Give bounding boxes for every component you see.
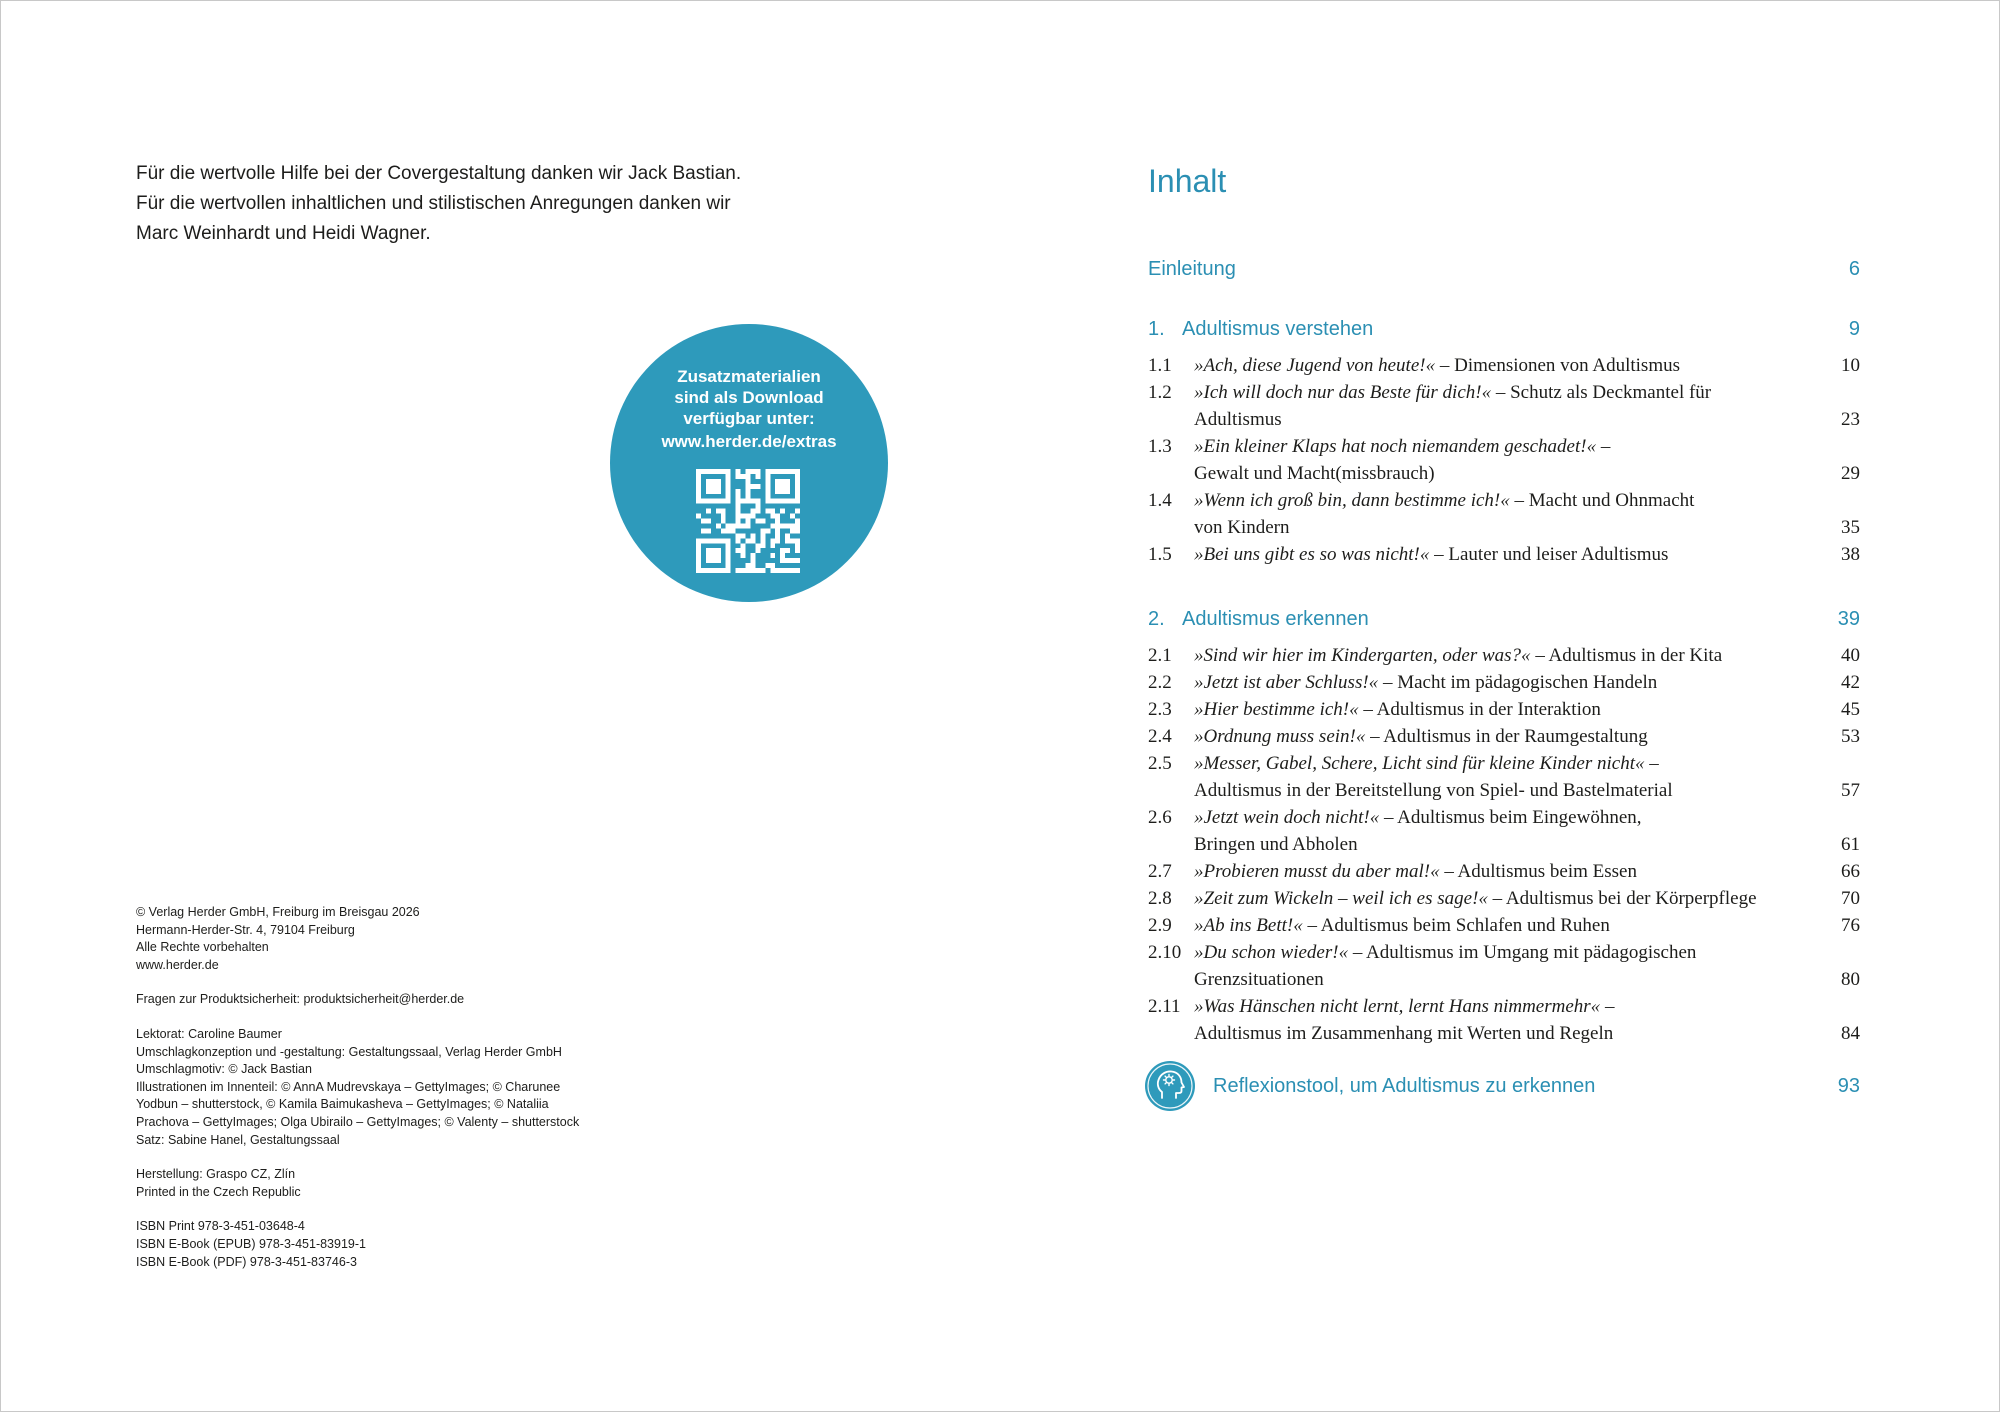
toc-heading: Inhalt xyxy=(1148,163,1227,199)
imprint-line: Fragen zur Produktsicherheit: produktsicherheit@herder.de xyxy=(136,992,465,1007)
toc-entry-quote: »Jetzt wein doch nicht!« xyxy=(1194,807,1380,828)
toc-entry-subtitle: – xyxy=(1644,753,1659,774)
toc-entry-title xyxy=(1194,750,1800,804)
toc-entry-number: 1.2 xyxy=(1148,382,1172,403)
imprint-line: Prachova – GettyImages; Olga Ubirailo – GettyImages; © Valenty – shutterstock xyxy=(136,1114,580,1129)
toc-entry-title xyxy=(1194,487,1800,541)
toc-entry-line xyxy=(1194,939,1800,966)
toc-entry[interactable] xyxy=(1148,885,1860,912)
toc-entry-page: 29 xyxy=(1841,463,1860,484)
toc-tool-page: 93 xyxy=(1837,1075,1860,1097)
toc-entry-number: 2.8 xyxy=(1148,888,1172,909)
badge-text xyxy=(610,366,888,452)
imprint-line: Alle Rechte vorbehalten xyxy=(136,940,269,955)
toc-entry-subtitle: Adultismus xyxy=(1194,409,1282,430)
toc-entry-subtitle: – Adultismus in der Kita xyxy=(1530,645,1723,666)
toc-entry-quote: »Ordnung muss sein!« xyxy=(1194,726,1366,747)
toc-entry-quote: »Ab ins Bett!« xyxy=(1194,915,1303,936)
toc-entry-number: 2.7 xyxy=(1148,861,1172,882)
table-of-contents xyxy=(1148,255,1860,1113)
toc-entry-title xyxy=(1194,642,1800,669)
imprint-line: Umschlagkonzeption und -gestaltung: Gestaltungssaal, Verlag Herder GmbH xyxy=(136,1044,562,1059)
toc-entry-number: 1.1 xyxy=(1148,355,1172,376)
toc-entry-page: 80 xyxy=(1841,969,1860,990)
toc-entry[interactable] xyxy=(1148,541,1860,568)
toc-entry[interactable] xyxy=(1148,696,1860,723)
toc-entry-page: 42 xyxy=(1841,672,1860,693)
toc-entry-number: 2.11 xyxy=(1148,996,1181,1017)
toc-entry[interactable] xyxy=(1148,858,1860,885)
toc-entry-line xyxy=(1194,541,1800,568)
toc-entry-line xyxy=(1194,804,1800,831)
imprint-line: Umschlagmotiv: © Jack Bastian xyxy=(136,1062,312,1077)
toc-reflection-tool[interactable] xyxy=(1148,1061,1860,1113)
toc-entry-quote: »Messer, Gabel, Schere, Licht sind für kleine Kinder nicht« xyxy=(1194,753,1645,774)
toc-entry-line xyxy=(1194,487,1800,514)
toc-entry-title xyxy=(1194,912,1800,939)
toc-entry-page: 76 xyxy=(1841,915,1860,936)
toc-entry-page: 10 xyxy=(1841,355,1860,376)
toc-entry-subtitle: – Adultismus beim Essen xyxy=(1439,861,1637,882)
toc-section[interactable] xyxy=(1148,605,1860,633)
toc-entry-subtitle: Adultismus im Zusammenhang mit Werten und Regeln xyxy=(1194,1023,1614,1044)
toc-entry-page: 84 xyxy=(1841,1023,1860,1044)
toc-entry-line xyxy=(1194,777,1800,804)
toc-entry-page: 38 xyxy=(1841,544,1860,565)
toc-entry-line xyxy=(1194,858,1800,885)
badge-line: Zusatzmaterialien xyxy=(677,367,821,386)
toc-entry-line xyxy=(1194,993,1800,1020)
toc-entry-title xyxy=(1194,885,1800,912)
toc-entry-number: 1.5 xyxy=(1148,544,1172,565)
toc-entry-number: 2.3 xyxy=(1148,699,1172,720)
toc-entry-title xyxy=(1194,433,1800,487)
imprint-line: © Verlag Herder GmbH, Freiburg im Breisgau 2026 xyxy=(136,905,420,919)
toc-entry-page: 40 xyxy=(1841,645,1860,666)
toc-entry[interactable] xyxy=(1148,433,1860,487)
toc-entry[interactable] xyxy=(1148,723,1860,750)
toc-entry-title xyxy=(1194,993,1800,1047)
toc-entry-title xyxy=(1194,669,1800,696)
imprint-safety xyxy=(136,991,696,1009)
imprint-publisher xyxy=(136,904,696,974)
toc-entry-subtitle: – Schutz als Deckmantel für xyxy=(1491,382,1712,403)
toc-entry-subtitle: – Adultismus in der Raumgestaltung xyxy=(1365,726,1648,747)
toc-entry-quote: »Hier bestimme ich!« xyxy=(1194,699,1359,720)
acknowledgements xyxy=(136,159,776,249)
toc-entry-line xyxy=(1194,750,1800,777)
toc-entry-line xyxy=(1194,696,1800,723)
toc-entry-title xyxy=(1194,541,1800,568)
toc-entry[interactable] xyxy=(1148,352,1860,379)
toc-entry[interactable] xyxy=(1148,669,1860,696)
toc-entry-line xyxy=(1194,723,1800,750)
toc-section[interactable] xyxy=(1148,315,1860,343)
toc-entry-quote: »Ich will doch nur das Beste für dich!« xyxy=(1194,382,1492,403)
toc-entry[interactable] xyxy=(1148,993,1860,1047)
toc-entry-quote: »Bei uns gibt es so was nicht!« xyxy=(1194,544,1430,565)
toc-entry-line xyxy=(1194,379,1800,406)
toc-entry-line xyxy=(1194,433,1800,460)
toc-entry[interactable] xyxy=(1148,642,1860,669)
isbn-line: ISBN Print 978-3-451-03648-4 xyxy=(136,1219,305,1234)
toc-entry-page: 53 xyxy=(1841,726,1860,747)
toc-entry-subtitle: – Lauter und leiser Adultismus xyxy=(1429,544,1669,565)
toc-entry-subtitle: – xyxy=(1600,996,1615,1017)
thanks-line: Für die wertvollen inhaltlichen und stilistischen Anregungen danken wir xyxy=(136,193,731,214)
imprint-credits xyxy=(136,1026,696,1149)
toc-intro-page: 6 xyxy=(1848,258,1860,280)
toc-entry-subtitle: – Dimensionen von Adultismus xyxy=(1435,355,1681,376)
toc-entry-subtitle: Adultismus in der Bereitstellung von Spiel- und Bastelmaterial xyxy=(1194,780,1673,801)
isbn-line: ISBN E-Book (PDF) 978-3-451-83746-3 xyxy=(136,1254,357,1269)
toc-tool-title: Reflexionstool, um Adultismus zu erkennen xyxy=(1213,1075,1596,1097)
imprint-link[interactable]: www.herder.de xyxy=(136,957,219,972)
imprint-isbn xyxy=(136,1218,696,1271)
toc-entry-line xyxy=(1194,514,1800,541)
qr-code-icon[interactable] xyxy=(696,469,800,573)
toc-entry-quote: »Probieren musst du aber mal!« xyxy=(1194,861,1440,882)
toc-entry-number: 2.4 xyxy=(1148,726,1172,747)
toc-entry-line xyxy=(1194,831,1800,858)
toc-entry-page: 45 xyxy=(1841,699,1860,720)
imprint-production xyxy=(136,1166,696,1201)
toc-entry-page: 61 xyxy=(1841,834,1860,855)
badge-url[interactable]: www.herder.de/extras xyxy=(661,432,837,451)
toc-entry-page: 66 xyxy=(1841,861,1860,882)
head-profile-icon xyxy=(1145,1061,1195,1111)
toc-entry-subtitle: – Adultismus im Umgang mit pädagogischen xyxy=(1348,942,1697,963)
toc-entry-title xyxy=(1194,804,1800,858)
toc-entry-quote: »Du schon wieder!« xyxy=(1194,942,1349,963)
toc-entry-subtitle: Grenzsituationen xyxy=(1194,969,1324,990)
toc-entry-subtitle: Bringen und Abholen xyxy=(1194,834,1358,855)
toc-entry-line xyxy=(1194,885,1800,912)
toc-section-page: 9 xyxy=(1848,318,1860,340)
toc-entry-quote: »Zeit zum Wickeln – weil ich es sage!« xyxy=(1194,888,1488,909)
toc-entry-number: 2.2 xyxy=(1148,672,1172,693)
toc-intro-title: Einleitung xyxy=(1148,258,1236,280)
toc-entry-line xyxy=(1194,966,1800,993)
imprint-line: Hermann-Herder-Str. 4, 79104 Freiburg xyxy=(136,922,355,937)
toc-entry-subtitle: von Kindern xyxy=(1194,517,1290,538)
toc-entry-quote: »Ein kleiner Klaps hat noch niemandem geschadet!« xyxy=(1194,436,1597,457)
toc-section-number: 1. xyxy=(1148,318,1165,340)
toc-entry-subtitle: – Adultismus beim Eingewöhnen, xyxy=(1379,807,1642,828)
imprint-line: Printed in the Czech Republic xyxy=(136,1184,301,1199)
toc-entry-number: 2.10 xyxy=(1148,942,1182,963)
toc-entry-number: 1.3 xyxy=(1148,436,1172,457)
badge-line: verfügbar unter: xyxy=(683,409,815,428)
toc-entry-title xyxy=(1194,723,1800,750)
imprint-line: Herstellung: Graspo CZ, Zlín xyxy=(136,1167,296,1182)
toc-entry-number: 2.5 xyxy=(1148,753,1172,774)
toc-entry-number: 2.9 xyxy=(1148,915,1172,936)
toc-entry[interactable] xyxy=(1148,912,1860,939)
thanks-line: Für die wertvolle Hilfe bei der Covergestaltung danken wir Jack Bastian. xyxy=(136,163,742,184)
badge-line: sind als Download xyxy=(674,388,824,407)
toc-entry-subtitle: – Adultismus in der Interaktion xyxy=(1358,699,1601,720)
toc-entry-title xyxy=(1194,352,1800,379)
toc-entry-number: 2.1 xyxy=(1148,645,1172,666)
toc-entry-page: 35 xyxy=(1841,517,1860,538)
toc-sections xyxy=(1148,315,1860,1047)
toc-entry-title xyxy=(1194,696,1800,723)
imprint xyxy=(136,904,696,1288)
toc-entry-line xyxy=(1194,352,1800,379)
toc-entry-number: 1.4 xyxy=(1148,490,1172,511)
toc-entry-page: 57 xyxy=(1841,780,1860,801)
toc-entry-subtitle: – Adultismus beim Schlafen und Ruhen xyxy=(1302,915,1610,936)
toc-entry-title xyxy=(1194,858,1800,885)
imprint-line: Satz: Sabine Hanel, Gestaltungssaal xyxy=(136,1132,340,1147)
toc-entry-page: 23 xyxy=(1841,409,1860,430)
toc-entry-page: 70 xyxy=(1841,888,1860,909)
toc-intro[interactable] xyxy=(1148,255,1860,283)
toc-section-title: Adultismus erkennen xyxy=(1182,608,1369,630)
toc-entry-subtitle: – Adultismus bei der Körperpflege xyxy=(1487,888,1757,909)
toc-entry-quote: »Jetzt ist aber Schluss!« xyxy=(1194,672,1379,693)
imprint-line: Illustrationen im Innenteil: © AnnA Mudrevskaya – GettyImages; © Charunee xyxy=(136,1079,561,1094)
isbn-line: ISBN E-Book (EPUB) 978-3-451-83919-1 xyxy=(136,1236,366,1251)
toc-entry-line xyxy=(1194,642,1800,669)
toc-section-title: Adultismus verstehen xyxy=(1182,318,1374,340)
toc-entry-subtitle: – xyxy=(1596,436,1611,457)
thanks-line: Marc Weinhardt und Heidi Wagner. xyxy=(136,223,431,244)
imprint-line: Lektorat: Caroline Baumer xyxy=(136,1026,282,1041)
toc-entry-subtitle: – Macht und Ohnmacht xyxy=(1509,490,1695,511)
toc-entry-subtitle: – Macht im pädagogischen Handeln xyxy=(1378,672,1658,693)
toc-entry[interactable] xyxy=(1148,804,1860,858)
toc-entry-quote: »Was Hänschen nicht lernt, lernt Hans nimmermehr« xyxy=(1194,996,1601,1017)
toc-entry-number: 2.6 xyxy=(1148,807,1172,828)
toc-entry-title xyxy=(1194,939,1800,993)
toc-section-page: 39 xyxy=(1837,608,1860,630)
toc-entry-line xyxy=(1194,1020,1800,1047)
toc-section-number: 2. xyxy=(1148,608,1165,630)
toc-entry[interactable] xyxy=(1148,379,1860,433)
download-badge[interactable] xyxy=(610,324,888,602)
toc-entry-quote: »Ach, diese Jugend von heute!« xyxy=(1194,355,1436,376)
toc-entry[interactable] xyxy=(1148,939,1860,993)
toc-entry-line xyxy=(1194,406,1800,433)
imprint-line: Yodbun – shutterstock, © Kamila Baimukasheva – GettyImages; © Nataliia xyxy=(136,1097,549,1112)
toc-entry[interactable] xyxy=(1148,750,1860,804)
toc-entry-line xyxy=(1194,669,1800,696)
toc-entry-quote: »Wenn ich groß bin, dann bestimme ich!« xyxy=(1194,490,1510,511)
toc-entry-line xyxy=(1194,460,1800,487)
toc-entry[interactable] xyxy=(1148,487,1860,541)
toc-entry-subtitle: Gewalt und Macht(missbrauch) xyxy=(1194,463,1435,484)
toc-entry-line xyxy=(1194,912,1800,939)
toc-entry-quote: »Sind wir hier im Kindergarten, oder was?« xyxy=(1194,645,1531,666)
toc-entry-title xyxy=(1194,379,1800,433)
